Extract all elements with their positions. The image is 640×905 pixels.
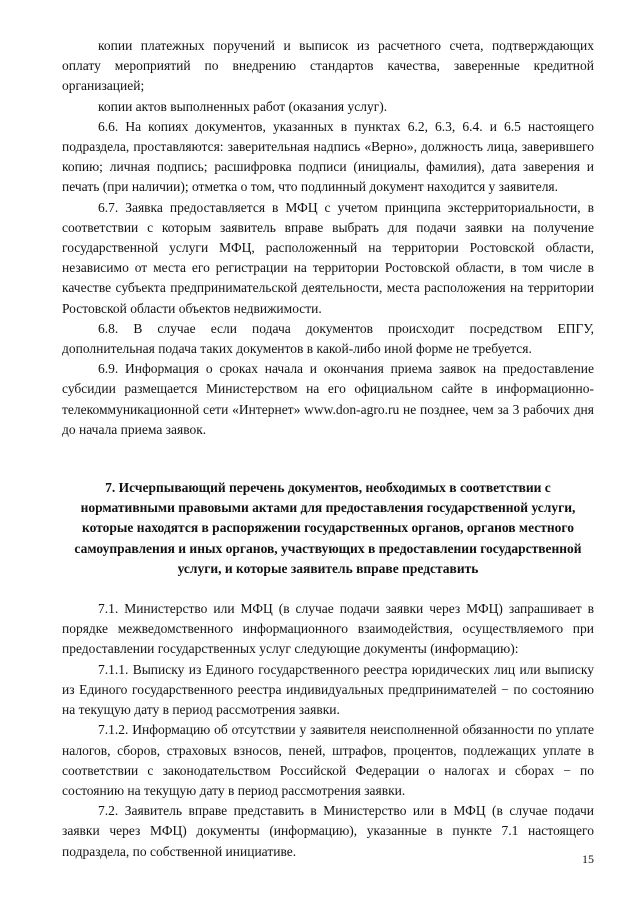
paragraph-7-1-2: 7.1.2. Информацию об отсутствии у заявителя неисполненной обязанности по уплате налогов, сборов, страховых взносов, пеней, штрафов, процентов, подлежащих уплате в соответствии с законодательством Российской Федерации о налогах и сборах − по состоянию на текущую дату в период рассмотрения заявки.	[62, 722, 594, 798]
paragraph-acts-copies: копии актов выполненных работ (оказания услуг).	[98, 98, 388, 114]
paragraph-7-1-1: 7.1.1. Выписку из Единого государственного реестра юридических лиц или выписку из Единого государственного реестра индивидуальных предпринимателей − по состоянию на текущую дату в период рассмотрения заявки.	[62, 661, 594, 718]
paragraph-7-1: 7.1. Министерство или МФЦ (в случае подачи заявки через МФЦ) запрашивает в порядке межведомственного информационного взаимодействия, осуществляемого при предоставлении государственных услуг следующие документы (информацию):	[62, 601, 594, 657]
paragraph-7-2: 7.2. Заявитель вправе представить в Министерство или в МФЦ (в случае подачи заявки через МФЦ) документы (информацию), указанные в пункте 7.1 настоящего подраздела, по собственной инициативе.	[62, 803, 594, 859]
page-number: 15	[582, 852, 594, 866]
paragraph-payment-copies: копии платежных поручений и выписок из расчетного счета, подтверждающих оплату мероприятий по внедрению стандартов качества, заверенные кредитной организацией;	[62, 38, 594, 94]
section-7-heading: 7. Исчерпывающий перечень документов, необходимых в соответствии с нормативными правовыми актами для предоставления государственной услуги, которые находятся в распоряжении государственных органов, органов местного самоуправления и иных органов, участвующих в предоставлении государственной услуги, и которые заявитель вправе представить	[74, 480, 582, 576]
paragraph-6-7: 6.7. Заявка предоставляется в МФЦ с учетом принципа экстерриториальности, в соответствии с которым заявитель вправе выбрать для подачи заявки на получение государственной услуги МФЦ, расположенный на территории Ростовской области, независимо от места его регистрации на территории Ростовской области, в том числе в качестве субъекта предпринимательской деятельности, места расположения на территории Ростовской области объектов недвижимости.	[62, 199, 594, 316]
paragraph-6-9: 6.9. Информация о сроках начала и окончания приема заявок на предоставление субсидии размещается Министерством на его официальном сайте в информационно-телекоммуникационной сети «Интернет» www.don-agro.ru не позднее, чем за 3 рабочих дня до начала приема заявок.	[62, 361, 594, 437]
page-content	[62, 36, 594, 862]
paragraph-6-8: 6.8. В случае если подача документов происходит посредством ЕПГУ, дополнительная подача таких документов в какой-либо иной форме не требуется.	[62, 320, 594, 357]
paragraph-6-6: 6.6. На копиях документов, указанных в пунктах 6.2, 6.3, 6.4. и 6.5 настоящего подраздела, проставляются: заверительная надпись «Верно», должность лица, заверившего копию; личная подпись; расшифровка подписи (инициалы, фамилия), дата заверения и печать (при наличии); отметка о том, что подлинный документ находится у заявителя.	[62, 118, 594, 195]
